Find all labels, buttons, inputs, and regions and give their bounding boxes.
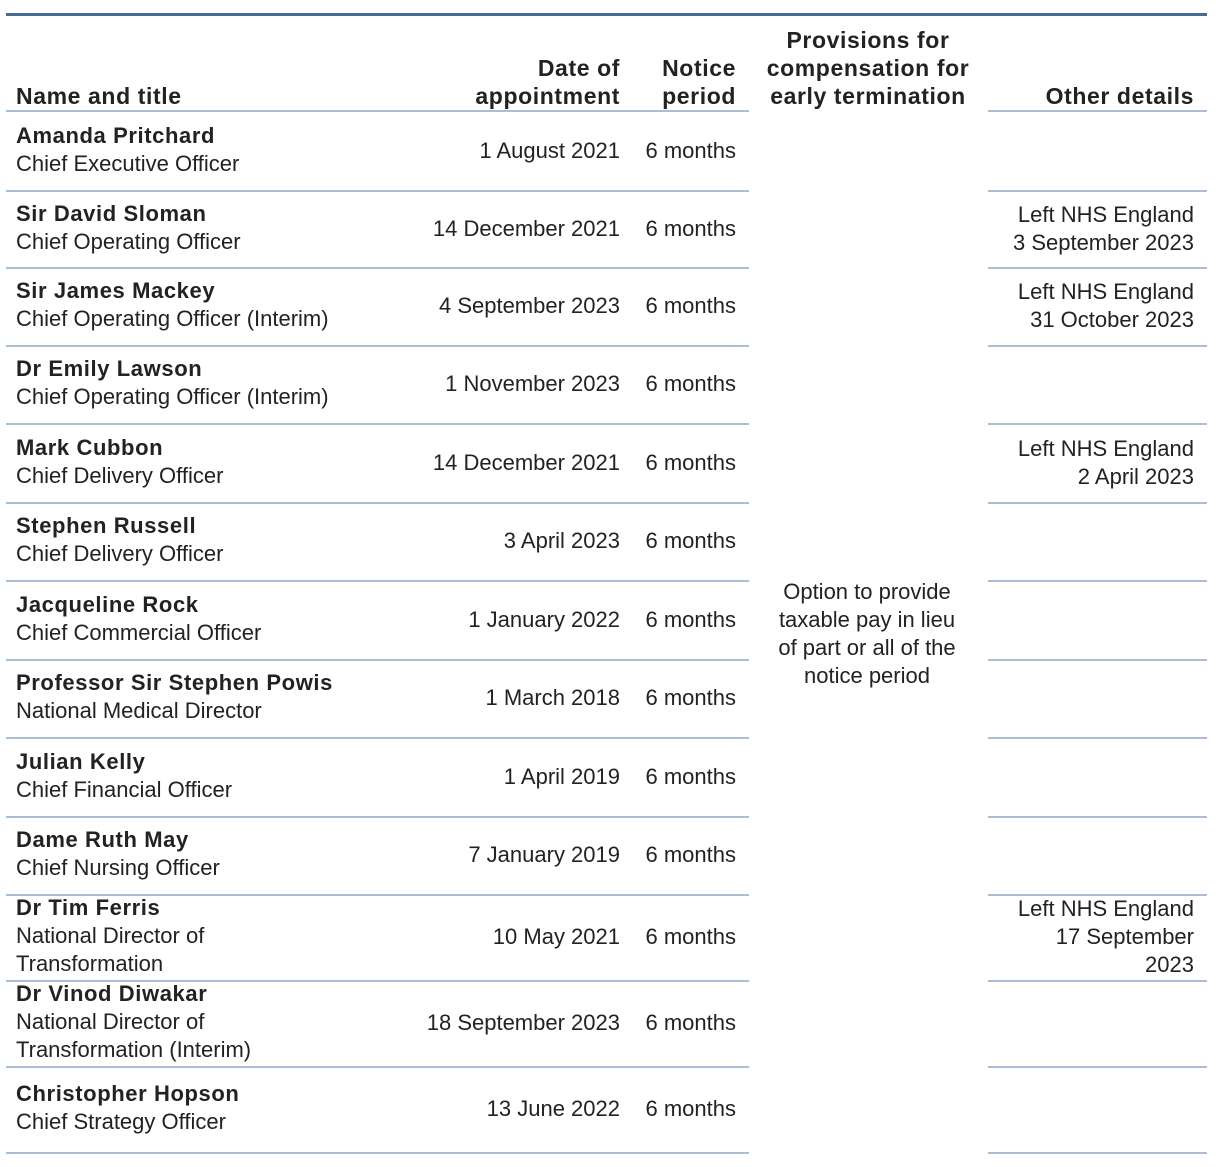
job-title: National Director of (16, 1009, 205, 1034)
notice-period: 6 months (645, 215, 736, 241)
provisions-line: notice period (804, 663, 930, 688)
row-rule-right (988, 1066, 1207, 1068)
row-rule-left (6, 580, 749, 582)
row-rule-right (988, 190, 1207, 192)
job-title: Chief Operating Officer (Interim) (16, 384, 329, 409)
row-rule-left (6, 1066, 749, 1068)
job-title: Chief Nursing Officer (16, 855, 220, 880)
date-of-appointment: 3 April 2023 (503, 528, 620, 553)
row-rule-left (6, 659, 749, 661)
job-title: Transformation (16, 951, 164, 976)
job-title: Chief Executive Officer (16, 151, 240, 176)
other-details-line: Left NHS England (1017, 201, 1194, 227)
provisions-line: taxable pay in lieu (778, 607, 956, 632)
other-details-line: Left NHS England (1017, 896, 1194, 921)
row-rule-right (988, 659, 1207, 661)
row-rule-left (6, 737, 749, 739)
header-provisions-line: early termination (770, 83, 966, 109)
date-of-appointment: 4 September 2023 (438, 293, 620, 318)
name-title-cell (16, 826, 396, 882)
other-details (988, 201, 1194, 257)
row-rule-right (988, 980, 1207, 982)
row-rule-left (6, 190, 749, 192)
header-rule-left (6, 110, 749, 112)
row-rule-right (988, 580, 1207, 582)
date-of-appointment: 18 September 2023 (426, 1010, 620, 1035)
other-details-line: Left NHS England (1017, 435, 1194, 461)
person-name: Mark Cubbon (16, 434, 164, 460)
row-rule-right (988, 502, 1207, 504)
other-details-line: 17 September (1055, 924, 1194, 949)
name-title-cell (16, 591, 396, 647)
row-rule-right (988, 737, 1207, 739)
date-of-appointment: 10 May 2021 (492, 924, 620, 949)
job-title: Chief Commercial Officer (16, 619, 262, 645)
row-rule-left (6, 423, 749, 425)
provisions-text (748, 578, 986, 690)
person-name: Dr Tim Ferris (16, 895, 161, 920)
person-name: Sir David Sloman (16, 200, 207, 226)
person-name: Julian Kelly (16, 748, 146, 774)
job-title: Chief Operating Officer (Interim) (16, 306, 329, 331)
person-name: Sir James Mackey (16, 278, 216, 303)
date-of-appointment: 1 March 2018 (485, 685, 620, 710)
header-date-of-appointment-line: Date of (537, 55, 620, 81)
date-of-appointment: 14 December 2021 (432, 215, 620, 241)
other-details (988, 895, 1194, 979)
name-title-cell (16, 748, 396, 804)
name-title-cell (16, 1080, 396, 1136)
date-of-appointment: 1 August 2021 (479, 138, 620, 163)
name-title-cell (16, 512, 396, 568)
job-title: Transformation (Interim) (16, 1037, 252, 1062)
notice-period: 6 months (645, 763, 736, 789)
person-name: Jacqueline Rock (16, 591, 199, 617)
name-title-cell (16, 200, 396, 256)
row-rule-right (988, 345, 1207, 347)
other-details-line: Left NHS England (1017, 279, 1194, 304)
row-rule-left (6, 345, 749, 347)
table-top-rule (6, 13, 1207, 16)
date-of-appointment: 14 December 2021 (432, 449, 620, 475)
header-date-of-appointment-line: appointment (475, 83, 620, 109)
header-provisions-line: compensation for (766, 55, 970, 81)
other-details-line: 2 April 2023 (1077, 463, 1194, 489)
header-provisions (748, 26, 988, 110)
notice-period: 6 months (645, 842, 736, 867)
other-details (988, 435, 1194, 491)
person-name: Dame Ruth May (16, 827, 189, 852)
job-title: Chief Delivery Officer (16, 462, 224, 488)
name-title-cell (16, 669, 396, 725)
row-rule-left (6, 502, 749, 504)
header-notice-period (630, 54, 736, 110)
header-date-of-appointment (380, 54, 620, 110)
row-rule-left (6, 1152, 749, 1154)
other-details-line: 31 October 2023 (1030, 307, 1194, 332)
header-name-and-title (16, 82, 316, 110)
notice-period: 6 months (645, 924, 736, 949)
job-title: Chief Strategy Officer (16, 1109, 226, 1134)
header-notice-period-line: Notice (662, 55, 736, 81)
provisions-line: Option to provide (783, 579, 951, 604)
date-of-appointment: 1 April 2019 (503, 763, 620, 789)
other-details (988, 278, 1194, 334)
table-bottom-rule (988, 1152, 1207, 1154)
row-rule-right (988, 816, 1207, 818)
header-rule-right (988, 110, 1207, 112)
person-name: Dr Emily Lawson (16, 356, 203, 381)
header-notice-period-line: period (662, 83, 736, 109)
person-name: Christopher Hopson (16, 1081, 240, 1106)
notice-period: 6 months (645, 293, 736, 318)
job-title: Chief Operating Officer (16, 228, 241, 254)
person-name: Stephen Russell (16, 513, 197, 538)
other-details-line: 3 September 2023 (1012, 229, 1194, 255)
header-other-details-line: Other details (1045, 83, 1194, 109)
row-rule-left (6, 816, 749, 818)
name-title-cell (16, 980, 396, 1064)
header-other-details (988, 82, 1194, 110)
row-rule-left (6, 267, 749, 269)
job-title: National Medical Director (16, 698, 262, 723)
date-of-appointment: 13 June 2022 (486, 1096, 620, 1121)
job-title: Chief Delivery Officer (16, 541, 224, 566)
name-title-cell (16, 355, 396, 411)
job-title: Chief Financial Officer (16, 776, 233, 802)
row-rule-right (988, 423, 1207, 425)
person-name: Professor Sir Stephen Powis (16, 670, 333, 695)
notice-period: 6 months (645, 606, 736, 632)
notice-period: 6 months (645, 685, 736, 710)
notice-period: 6 months (645, 1096, 736, 1121)
row-rule-right (988, 267, 1207, 269)
name-title-cell (16, 894, 396, 978)
name-title-cell (16, 122, 396, 178)
notice-period: 6 months (645, 449, 736, 475)
other-details-line: 2023 (1145, 952, 1194, 977)
name-title-cell (16, 434, 396, 490)
notice-period: 6 months (645, 371, 736, 396)
notice-period: 6 months (645, 138, 736, 163)
name-title-cell (16, 277, 396, 333)
date-of-appointment: 7 January 2019 (468, 842, 620, 867)
date-of-appointment: 1 November 2023 (445, 371, 620, 396)
notice-period: 6 months (645, 528, 736, 553)
notice-period: 6 months (645, 1010, 736, 1035)
date-of-appointment: 1 January 2022 (468, 606, 620, 632)
person-name: Dr Vinod Diwakar (16, 981, 208, 1006)
provisions-line: of part or all of the (778, 635, 956, 660)
header-provisions-line: Provisions for (786, 27, 950, 53)
person-name: Amanda Pritchard (16, 123, 216, 148)
job-title: National Director of (16, 923, 205, 948)
header-name-and-title-line: Name and title (16, 83, 182, 109)
